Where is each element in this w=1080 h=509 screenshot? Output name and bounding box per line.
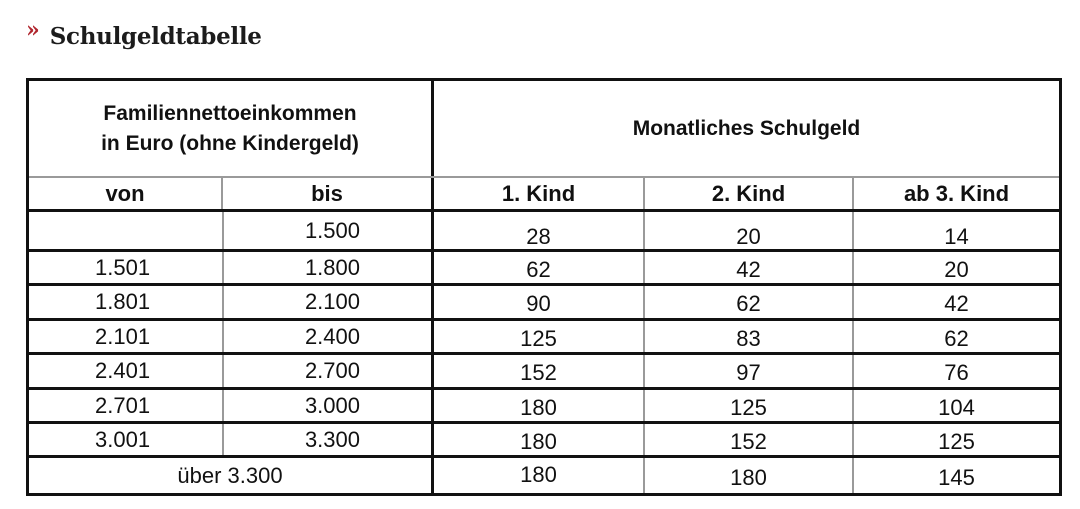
- cell-child2: 62: [736, 291, 761, 316]
- cell-von: 2.701: [95, 392, 151, 418]
- cell-child3: 20: [944, 256, 969, 282]
- income-header-line1: Familiennettoeinkommen: [103, 101, 357, 125]
- cell-child2: 83: [736, 325, 761, 351]
- cell-child1: 125: [520, 325, 557, 351]
- column-header-child3: ab 3. Kind: [903, 180, 1010, 206]
- cell-income-over: über 3.300: [177, 462, 283, 488]
- cell-child3: 76: [944, 360, 969, 385]
- cell-von: 3.001: [95, 426, 151, 452]
- column-header-child1: 1. Kind: [501, 180, 576, 206]
- cell-bis: 2.700: [304, 358, 360, 383]
- page-title: Schulgeldtabelle: [49, 22, 262, 50]
- column-header-von: von: [105, 180, 145, 206]
- column-header-bis: bis: [311, 180, 343, 206]
- cell-bis: 2.400: [304, 323, 360, 349]
- cell-child3: 42: [944, 291, 969, 316]
- cell-child1: 62: [526, 256, 551, 282]
- cell-child1: 28: [526, 223, 551, 249]
- cell-child3: 62: [944, 325, 969, 351]
- fee-header: Monatliches Schulgeld: [632, 116, 861, 140]
- cell-von: 2.401: [95, 358, 151, 383]
- cell-von: 1.801: [95, 289, 151, 314]
- divider-von-bis: [222, 211, 224, 456]
- cell-child3: 104: [938, 394, 975, 420]
- cell-child3: 145: [938, 464, 975, 490]
- cell-child2: 42: [736, 256, 761, 282]
- cell-child3: 125: [938, 428, 975, 454]
- cell-bis: 3.300: [304, 426, 360, 452]
- cell-child1: 90: [526, 291, 551, 316]
- income-header: [29, 81, 431, 176]
- cell-child2: 97: [736, 360, 761, 385]
- cell-child1: 180: [520, 394, 557, 420]
- cell-bis: 3.000: [304, 392, 360, 418]
- cell-child1: 180: [520, 461, 557, 487]
- cell-von: [95, 212, 215, 249]
- cell-child2: 152: [730, 428, 767, 454]
- cell-bis: 1.800: [304, 254, 360, 280]
- cell-bis: 1.500: [304, 217, 360, 243]
- cell-von: 2.101: [95, 323, 151, 349]
- chevron-right-icon: »: [26, 17, 40, 43]
- cell-bis: 2.100: [304, 289, 360, 314]
- column-header-child2: 2. Kind: [711, 180, 786, 206]
- income-header-line2: in Euro (ohne Kindergeld): [101, 131, 359, 155]
- cell-child1: 152: [520, 360, 557, 385]
- cell-child2: 180: [730, 464, 767, 490]
- cell-child3: 14: [944, 223, 969, 249]
- cell-child1: 180: [520, 428, 557, 454]
- cell-child2: 125: [730, 394, 767, 420]
- cell-child2: 20: [736, 223, 761, 249]
- section-heading: [26, 18, 262, 54]
- cell-von: 1.501: [95, 254, 151, 280]
